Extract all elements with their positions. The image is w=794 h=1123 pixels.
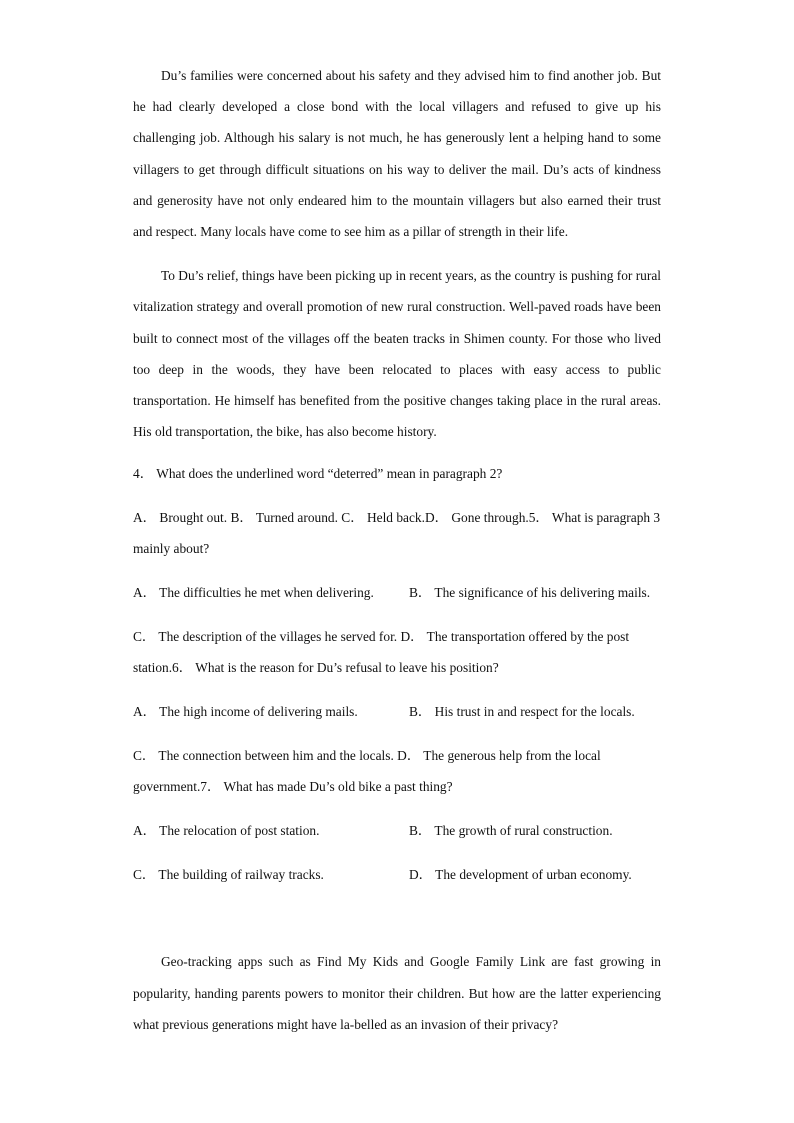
question-6-option-a: A． The high income of delivering mails. xyxy=(133,704,358,720)
question-6-options-ab xyxy=(133,696,661,727)
passage-paragraph-4: To Du’s relief, things have been picking up in recent years, as the country is pushing for rural vitalization strategy and overall promotion of new rural construction. Well-paved roads have been built to connect most of the villages off the beaten tracks in Shimen county. For those who lived too deep in the woods, they have been relocated to places with easy access to public transportation. He himself has benefited from the positive changes taking place in the rural areas. His old transportation, the bike, has also become history. xyxy=(133,268,661,440)
question-5-option-b: B． The significance of his delivering mails. xyxy=(409,585,651,601)
document-page xyxy=(133,60,661,1040)
question-7-option-a: A． The relocation of post station. xyxy=(133,823,320,839)
question-4-options-question-5-stem: A． Brought out. B． Turned around. C． Held back.D． Gone through.5． What is paragraph 3 mainly about? xyxy=(133,510,661,557)
question-7-option-b: B． The growth of rural construction. xyxy=(409,823,613,839)
question-5-option-a: A． The difficulties he met when delivering. xyxy=(133,585,374,601)
passage-paragraph-3: Du’s families were concerned about his safety and they advised him to find another job. But he had clearly developed a close bond with the local villagers and refused to give up his challenging job. Although his salary is not much, he has generously lent a helping hand to some villagers to get through difficult situations on his way to deliver the mail. Du’s acts of kindness and generosity have not only endeared him to the mountain villagers but also earned their trust and respect. Many locals have come to see him as a pillar of strength in their life. xyxy=(133,68,661,240)
question-6-options-cd-question-7-stem: C． The connection between him and the locals. D． The generous help from the local government.7． What has made Du’s old bike a past thing? xyxy=(133,748,601,795)
next-passage-paragraph-1: Geo-tracking apps such as Find My Kids and Google Family Link are fast growing in popularity, handing parents powers to monitor their children. But how are the latter experiencing what previous generations might have la-belled as an invasion of their privacy? xyxy=(133,954,661,1032)
question-7-option-c: C． The building of railway tracks. xyxy=(133,867,324,883)
question-5-options-cd-question-6-stem: C． The description of the villages he served for. D． The transportation offered by the post station.6． What is the reason for Du’s refusal to leave his position? xyxy=(133,629,630,676)
question-6-option-b: B． His trust in and respect for the locals. xyxy=(409,704,635,720)
question-4 xyxy=(133,458,661,489)
question-7-option-d: D． The development of urban economy. xyxy=(409,867,632,883)
question-7-options-ab xyxy=(133,815,661,846)
question-7-options-cd xyxy=(133,859,661,890)
question-5-options-ab xyxy=(133,577,661,608)
question-4-stem: 4． What does the underlined word “deterred” mean in paragraph 2? xyxy=(133,466,503,482)
